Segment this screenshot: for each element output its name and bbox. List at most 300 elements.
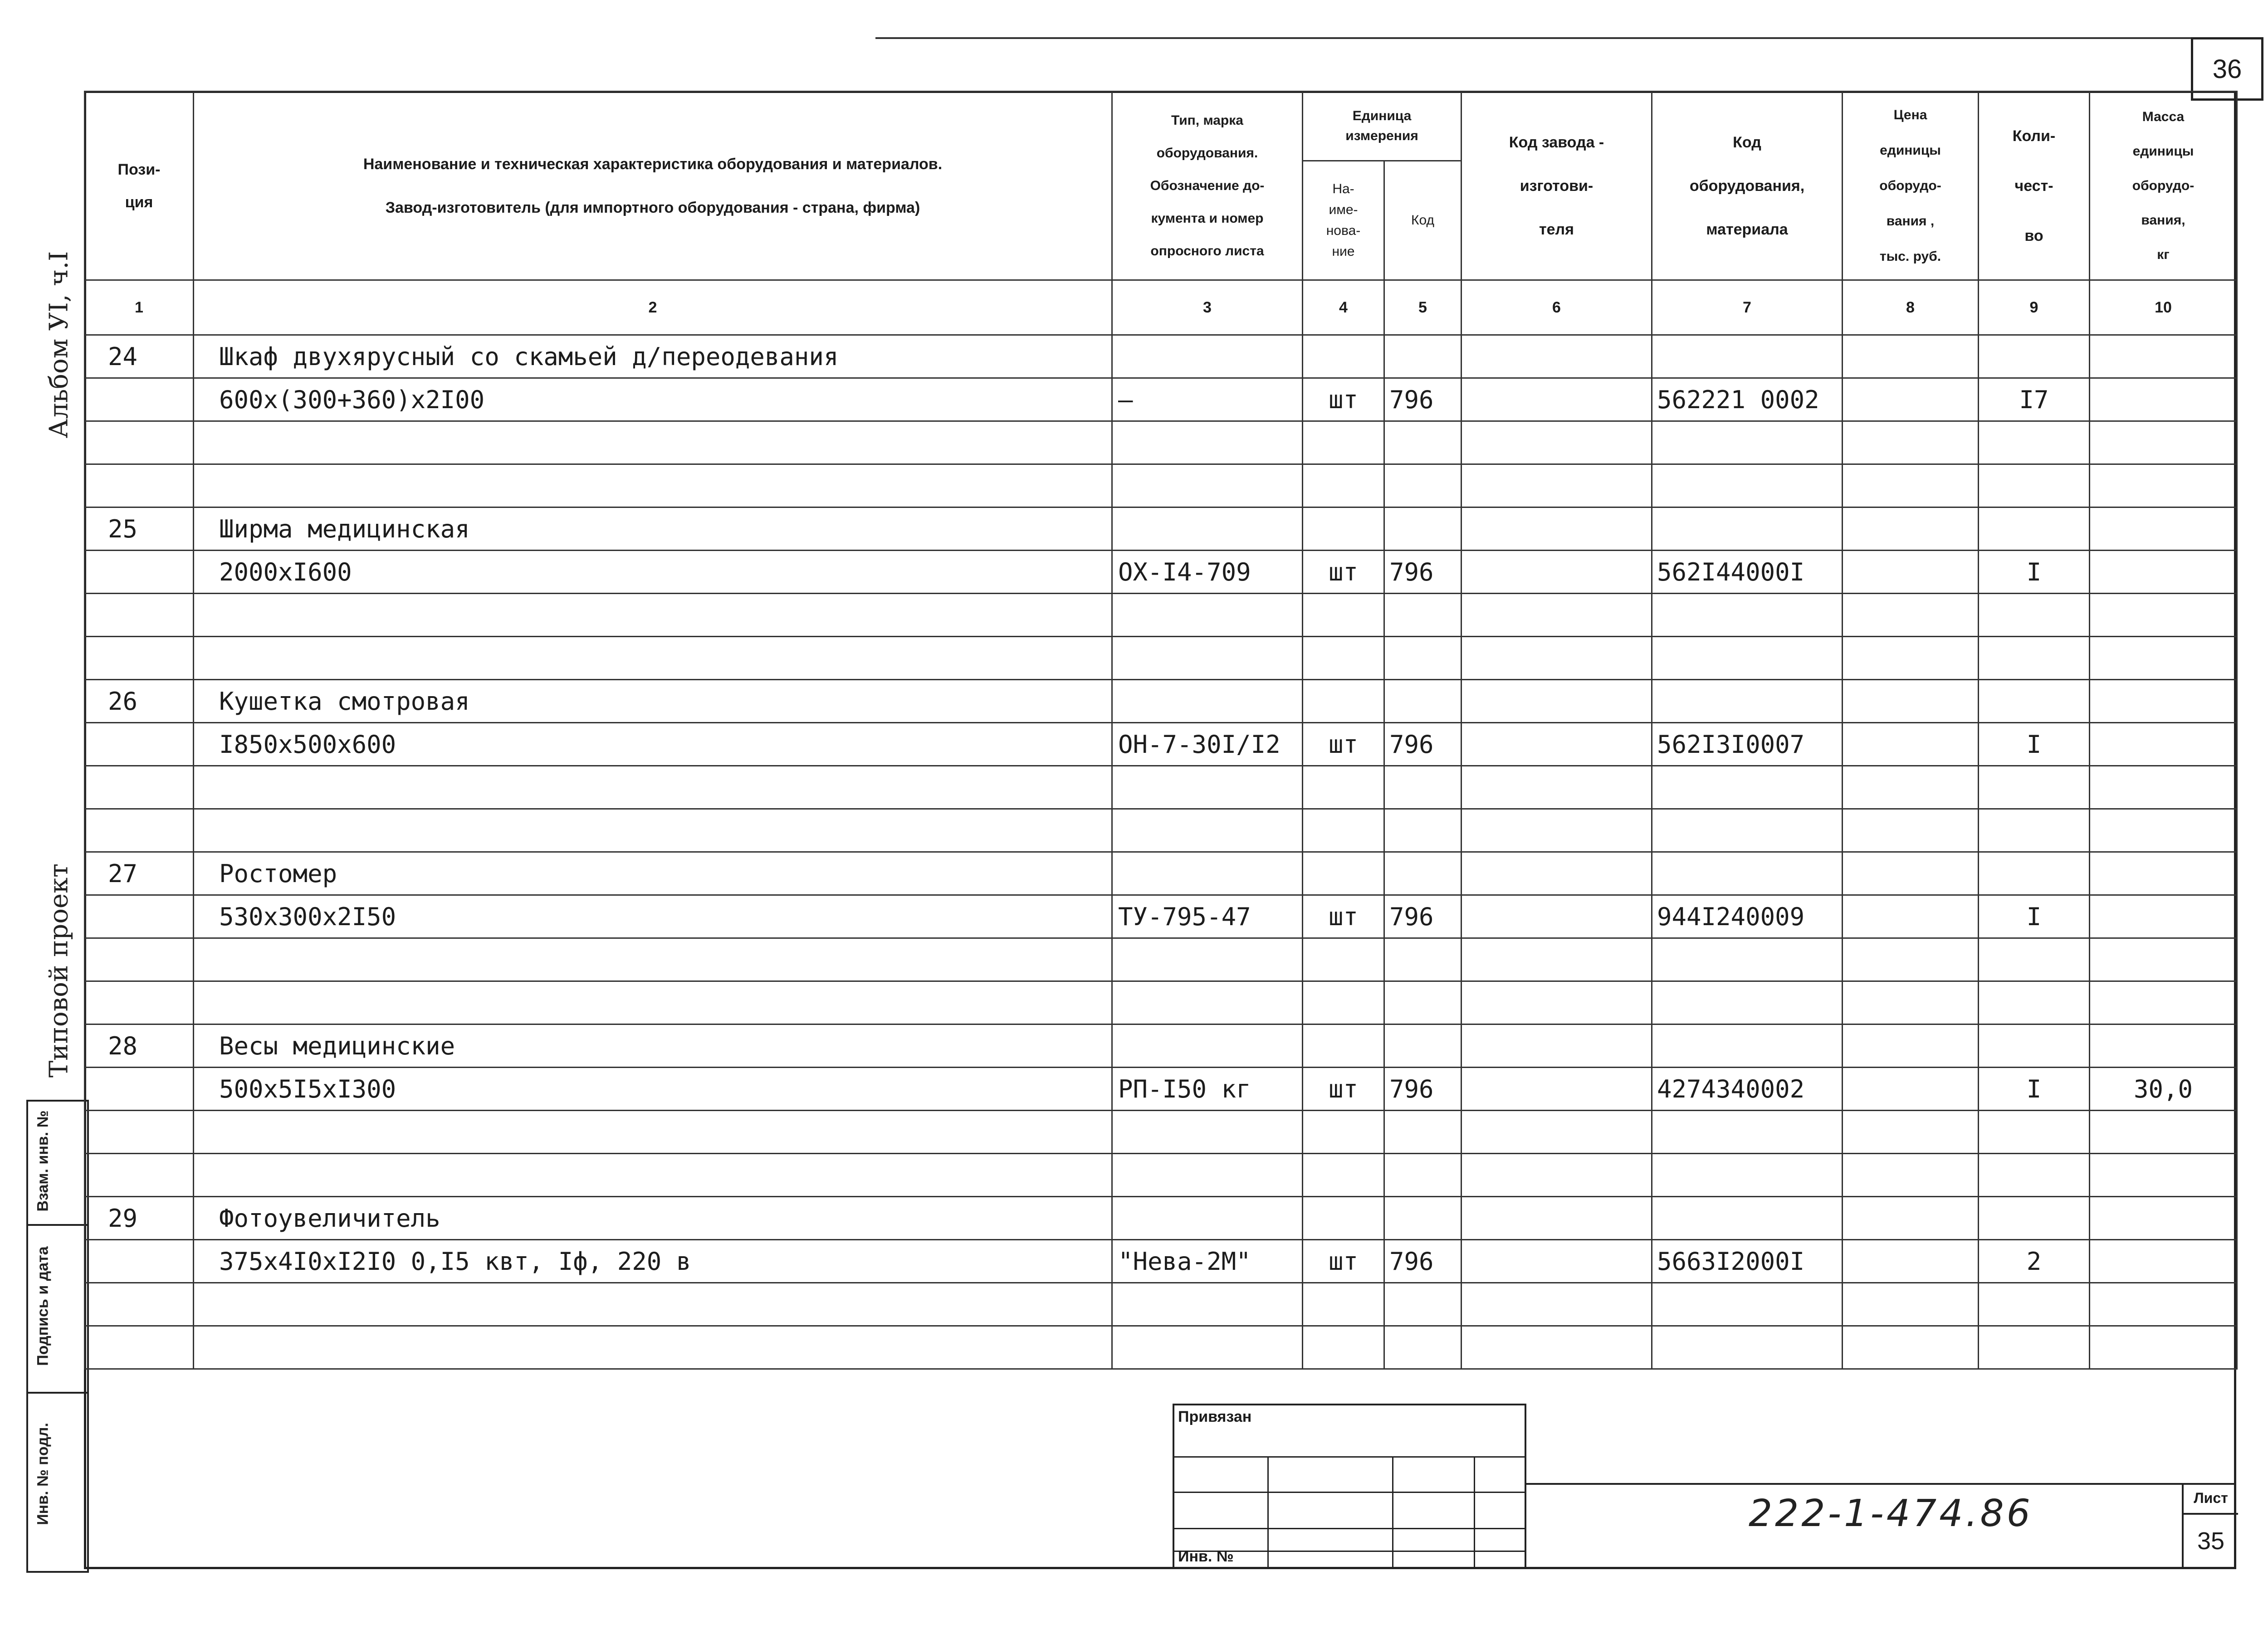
item-name: Шкаф двухярусный со скамьей д/переодевания [194,335,1112,378]
empty-cell [1652,507,1843,551]
empty-cell [1303,1111,1384,1154]
empty-cell [1384,1024,1461,1068]
table-row [85,1024,2237,1068]
table-row [85,938,2237,981]
item-unit: шт [1303,378,1384,421]
table-row [85,1283,2237,1326]
empty-cell [1461,723,1652,766]
item-equipment-code: 944I240009 [1652,895,1843,938]
column-number: 4 [1303,280,1384,335]
item-name: Ростомер [194,852,1112,895]
empty-cell [1979,1154,2090,1197]
empty-cell [1979,680,2090,723]
empty-cell [1843,1240,1979,1283]
empty-cell [2090,1111,2237,1154]
empty-cell [1843,1283,1979,1326]
table-row [85,895,2237,938]
empty-cell [1461,1068,1652,1111]
empty-cell [1843,938,1979,981]
item-type: ТУ-795-47 [1112,895,1303,938]
table-row [85,637,2237,680]
empty-cell [1112,1111,1303,1154]
empty-cell [194,981,1112,1024]
column-number-row [85,280,2237,335]
header-name: Наименование и техническая характеристика оборудования и материалов. Завод-изготовитель (для импортного оборудования - страна, фирма) [194,92,1112,280]
column-number: 8 [1843,280,1979,335]
table-row [85,852,2237,895]
empty-cell [1979,852,2090,895]
empty-cell [1979,1283,2090,1326]
empty-cell [1652,1024,1843,1068]
header-factory-code: Код завода - изготови- теля [1461,92,1652,280]
empty-cell [2090,335,2237,378]
empty-cell [1461,637,1652,680]
empty-cell [1652,637,1843,680]
list-label: Лист [2184,1483,2238,1515]
empty-cell [2090,1326,2237,1369]
table-row [85,378,2237,421]
empty-cell [1112,766,1303,809]
document-number: 222-1-474.86 [1749,1492,2033,1535]
item-name: Ширма медицинская [194,507,1112,551]
empty-cell [1652,464,1843,507]
empty-cell [2090,852,2237,895]
empty-cell [1979,335,2090,378]
empty-cell [1461,809,1652,852]
empty-cell [85,1111,194,1154]
empty-cell [85,1240,194,1283]
empty-cell [1843,1024,1979,1068]
empty-cell [1843,464,1979,507]
table-row [85,1111,2237,1154]
empty-cell [1384,507,1461,551]
empty-cell [194,464,1112,507]
empty-cell [1979,809,2090,852]
empty-cell [1112,637,1303,680]
empty-cell [2090,464,2237,507]
column-number: 3 [1112,280,1303,335]
empty-cell [1303,1283,1384,1326]
empty-cell [1303,637,1384,680]
empty-cell [1384,809,1461,852]
item-spec: I850x500x600 [194,723,1112,766]
item-position: 28 [85,1024,194,1068]
empty-cell [2090,507,2237,551]
empty-cell [2090,1024,2237,1068]
item-type: ОН-7-30I/I2 [1112,723,1303,766]
empty-cell [1384,421,1461,464]
empty-cell [1303,335,1384,378]
empty-cell [1303,1154,1384,1197]
empty-cell [1384,766,1461,809]
item-position: 26 [85,680,194,723]
item-spec: 2000xI600 [194,551,1112,594]
empty-cell [1461,895,1652,938]
empty-cell [1384,1111,1461,1154]
item-spec: 500x5I5xI300 [194,1068,1112,1111]
item-position: 29 [85,1197,194,1240]
empty-cell [1112,335,1303,378]
empty-cell [1979,1197,2090,1240]
empty-cell [1843,637,1979,680]
empty-cell [85,1068,194,1111]
empty-cell [1112,1197,1303,1240]
empty-cell [1979,464,2090,507]
empty-cell [1461,464,1652,507]
item-mass [2090,551,2237,594]
header-quantity: Коли- чест- во [1979,92,2090,280]
item-unit-code: 796 [1384,1240,1461,1283]
empty-cell [1652,421,1843,464]
empty-cell [1303,1197,1384,1240]
specification-table [84,91,2238,1370]
empty-cell [1461,680,1652,723]
empty-cell [194,594,1112,637]
empty-cell [1303,421,1384,464]
item-type: РП-I50 кг [1112,1068,1303,1111]
item-equipment-code: 562I44000I [1652,551,1843,594]
item-position: 25 [85,507,194,551]
column-number: 10 [2090,280,2237,335]
empty-cell [1461,1326,1652,1369]
title-block-rule [1526,1483,2236,1485]
empty-cell [1384,981,1461,1024]
empty-cell [1461,551,1652,594]
item-rows [85,335,2237,1369]
item-unit: шт [1303,551,1384,594]
item-type: ОХ-I4-709 [1112,551,1303,594]
empty-cell [1652,335,1843,378]
empty-cell [1384,637,1461,680]
header-unit-name: На- име- нова- ние [1303,161,1384,280]
item-mass [2090,723,2237,766]
list-number: 35 [2197,1527,2225,1555]
column-number: 1 [85,280,194,335]
empty-cell [1303,464,1384,507]
empty-cell [85,1326,194,1369]
sheet-number-top: 36 [2191,37,2263,101]
album-label: Альбом УI, ч.I [44,251,74,439]
empty-cell [1843,551,1979,594]
empty-cell [1112,852,1303,895]
empty-cell [2090,938,2237,981]
inv-label: Инв. № [1178,1548,1234,1565]
table-row [85,1240,2237,1283]
empty-cell [194,1326,1112,1369]
table-row [85,809,2237,852]
item-type: "Нева-2М" [1112,1240,1303,1283]
empty-cell [85,378,194,421]
empty-cell [1112,421,1303,464]
empty-cell [1979,637,2090,680]
empty-cell [1112,464,1303,507]
item-unit: шт [1303,723,1384,766]
header-unit-code: Код [1384,161,1461,280]
empty-cell [1843,594,1979,637]
empty-cell [1843,680,1979,723]
item-unit: шт [1303,1068,1384,1111]
empty-cell [1979,766,2090,809]
empty-cell [1112,981,1303,1024]
empty-cell [1112,594,1303,637]
empty-cell [1461,335,1652,378]
empty-cell [1843,1068,1979,1111]
empty-cell [1384,1154,1461,1197]
empty-cell [85,594,194,637]
item-quantity: I [1979,551,2090,594]
empty-cell [194,421,1112,464]
header-position: Пози- ция [85,92,194,280]
empty-cell [1979,1024,2090,1068]
empty-cell [1303,1326,1384,1369]
empty-cell [194,1283,1112,1326]
item-name: Фотоувеличитель [194,1197,1112,1240]
empty-cell [1843,1111,1979,1154]
table-row [85,680,2237,723]
empty-cell [194,809,1112,852]
table-row [85,1197,2237,1240]
empty-cell [1843,1197,1979,1240]
item-quantity: 2 [1979,1240,2090,1283]
empty-cell [194,1111,1112,1154]
empty-cell [2090,680,2237,723]
empty-cell [1843,895,1979,938]
table-row [85,594,2237,637]
item-mass [2090,1240,2237,1283]
empty-cell [1303,594,1384,637]
list-box [2182,1483,2238,1569]
empty-cell [1461,938,1652,981]
empty-cell [194,938,1112,981]
empty-cell [1112,1326,1303,1369]
empty-cell [1843,809,1979,852]
item-equipment-code: 562I3I0007 [1652,723,1843,766]
empty-cell [1461,1283,1652,1326]
table-row [85,335,2237,378]
empty-cell [1461,1111,1652,1154]
empty-cell [1652,594,1843,637]
empty-cell [1303,766,1384,809]
column-number: 7 [1652,280,1843,335]
empty-cell [1843,852,1979,895]
empty-cell [2090,421,2237,464]
empty-cell [1461,1154,1652,1197]
empty-cell [2090,1197,2237,1240]
empty-cell [2090,1283,2237,1326]
item-name: Весы медицинские [194,1024,1112,1068]
empty-cell [1461,1197,1652,1240]
empty-cell [1384,594,1461,637]
item-spec: 600x(300+360)x2I00 [194,378,1112,421]
empty-cell [85,1283,194,1326]
empty-cell [1461,766,1652,809]
item-unit-code: 796 [1384,895,1461,938]
project-label: Типовой проект [44,863,74,1078]
column-number: 9 [1979,280,2090,335]
empty-cell [85,551,194,594]
empty-cell [1303,938,1384,981]
table-row [85,766,2237,809]
table-row [85,551,2237,594]
empty-cell [85,421,194,464]
empty-cell [1843,421,1979,464]
stamp-replace-inv: Взам. инв. № [34,1110,52,1212]
empty-cell [1652,680,1843,723]
empty-cell [85,938,194,981]
empty-cell [1112,1154,1303,1197]
empty-cell [85,1154,194,1197]
empty-cell [1843,723,1979,766]
empty-cell [1303,809,1384,852]
empty-cell [85,637,194,680]
empty-cell [1979,594,2090,637]
empty-cell [194,637,1112,680]
empty-cell [1384,1283,1461,1326]
empty-cell [1461,507,1652,551]
empty-cell [1652,766,1843,809]
item-spec: 375x4I0xI2I0 0,I5 квт, Iф, 220 в [194,1240,1112,1283]
empty-cell [1652,852,1843,895]
empty-cell [1112,680,1303,723]
header-type: Тип, марка оборудования. Обозначение до- кумента и номер опросного листа [1112,92,1303,280]
empty-cell [1112,1024,1303,1068]
item-type: — [1112,378,1303,421]
empty-cell [1461,852,1652,895]
empty-cell [1303,680,1384,723]
empty-cell [2090,766,2237,809]
empty-cell [1461,1240,1652,1283]
top-rule [875,37,2191,39]
empty-cell [2090,809,2237,852]
empty-cell [85,809,194,852]
empty-cell [2090,1154,2237,1197]
item-mass: 30,0 [2090,1068,2237,1111]
empty-cell [1843,1326,1979,1369]
item-unit: шт [1303,1240,1384,1283]
item-equipment-code: 5663I2000I [1652,1240,1843,1283]
empty-cell [1303,507,1384,551]
empty-cell [1843,981,1979,1024]
table-row [85,981,2237,1024]
empty-cell [1303,852,1384,895]
empty-cell [2090,981,2237,1024]
empty-cell [85,723,194,766]
binding-stamp [1173,1404,1526,1569]
item-unit-code: 796 [1384,551,1461,594]
header-price: Цена единицы оборудо- вания , тыс. руб. [1843,92,1979,280]
item-equipment-code: 562221 0002 [1652,378,1843,421]
empty-cell [85,895,194,938]
empty-cell [1652,1111,1843,1154]
item-mass [2090,378,2237,421]
empty-cell [85,981,194,1024]
item-quantity: I [1979,895,2090,938]
empty-cell [1112,809,1303,852]
header-unit-group: Единица измерения [1303,92,1461,161]
item-name: Кушетка смотровая [194,680,1112,723]
item-unit: шт [1303,895,1384,938]
table-row [85,421,2237,464]
item-unit-code: 796 [1384,378,1461,421]
column-number: 5 [1384,280,1461,335]
empty-cell [1112,1283,1303,1326]
empty-cell [1979,1326,2090,1369]
empty-cell [194,1154,1112,1197]
empty-cell [1843,766,1979,809]
empty-cell [85,464,194,507]
item-mass [2090,895,2237,938]
empty-cell [1979,507,2090,551]
header-mass: Масса единицы оборудо- вания, кг [2090,92,2237,280]
item-quantity: I [1979,723,2090,766]
item-position: 24 [85,335,194,378]
item-quantity: I7 [1979,378,2090,421]
table-row [85,723,2237,766]
empty-cell [1461,378,1652,421]
column-number: 6 [1461,280,1652,335]
empty-cell [1384,1197,1461,1240]
header-row [85,92,2237,161]
item-equipment-code: 4274340002 [1652,1068,1843,1111]
empty-cell [1112,938,1303,981]
item-spec: 530x300x2I50 [194,895,1112,938]
item-unit-code: 796 [1384,723,1461,766]
table-row [85,464,2237,507]
empty-cell [1843,1154,1979,1197]
empty-cell [1384,335,1461,378]
empty-cell [1652,1154,1843,1197]
empty-cell [1384,1326,1461,1369]
empty-cell [1303,981,1384,1024]
empty-cell [1461,421,1652,464]
empty-cell [1461,594,1652,637]
empty-cell [1979,938,2090,981]
table-row [85,1326,2237,1369]
stamp-original-inv: Инв. № подл. [34,1423,52,1525]
empty-cell [2090,637,2237,680]
empty-cell [2090,594,2237,637]
stamp-signature-date: Подпись и дата [34,1246,52,1366]
item-unit-code: 796 [1384,1068,1461,1111]
empty-cell [1652,1283,1843,1326]
empty-cell [1461,981,1652,1024]
item-position: 27 [85,852,194,895]
empty-cell [1652,809,1843,852]
column-number: 2 [194,280,1112,335]
table-row [85,507,2237,551]
empty-cell [85,766,194,809]
empty-cell [1652,1326,1843,1369]
empty-cell [1461,1024,1652,1068]
empty-cell [1384,938,1461,981]
bound-label: Привязан [1178,1408,1252,1425]
header-equipment-code: Код оборудования, материала [1652,92,1843,280]
empty-cell [1652,938,1843,981]
empty-cell [1652,1197,1843,1240]
table-row [85,1068,2237,1111]
empty-cell [1979,421,2090,464]
empty-cell [1112,507,1303,551]
empty-cell [1843,378,1979,421]
empty-cell [1843,335,1979,378]
table-row [85,1154,2237,1197]
empty-cell [1979,1111,2090,1154]
empty-cell [1979,981,2090,1024]
empty-cell [1843,507,1979,551]
empty-cell [1384,680,1461,723]
empty-cell [1652,981,1843,1024]
empty-cell [1303,1024,1384,1068]
